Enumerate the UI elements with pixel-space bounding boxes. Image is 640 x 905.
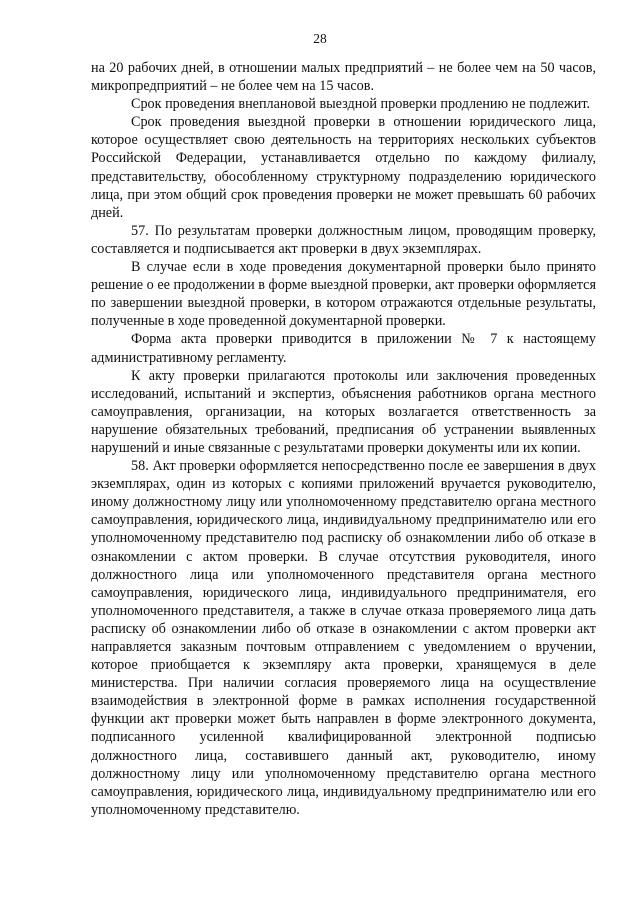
- paragraph-continuation: на 20 рабочих дней, в отношении малых предприятий – не более чем на 50 часов, микропредприятий – не более чем на 15 часов.: [91, 60, 596, 95]
- paragraph-inspection-term-branches: Срок проведения выездной проверки в отношении юридического лица, которое осуществляет свою деятельность на территориях нескольких субъектов Российской Федерации, устанавливается отдельно по каждому филиалу, представительству, обособленному структурному подразделению юридического лица, при этом общий срок проведения проверки не может превышать 60 рабочих дней.: [91, 114, 596, 221]
- paragraph-unplanned-inspection-term: Срок проведения внеплановой выездной проверки продлению не подлежит.: [131, 96, 591, 113]
- paragraph-act-attachments: К акту проверки прилагаются протоколы или заключения проведенных исследований, испытаний и экспертиз, объяснения работников органа местного самоуправления, организации, на которых возлагается ответственность за нарушение обязательных требований, предписания об устранении выявленных нарушений и иные связанные с результатами проверки документы или их копии.: [91, 367, 596, 456]
- document-body: [91, 59, 596, 819]
- paragraph-58-act-delivery: 58. Акт проверки оформляется непосредственно после ее завершения в двух экземплярах, один из которых с копиями приложений вручается руководителю, иному должностному лицу или уполномоченному представителю органа местного самоуправления, юридического лица, индивидуальному предпринимателю или его уполномоченному представителю под расписку об ознакомлении либо об отказе в ознакомлении с актом проверки. В случае отсутствия руководителя, иного должностного лица или уполномоченного представителя органа местного самоуправления, юридического лица, индивидуального предпринимателя, его уполномоченного представителя, а также в случае отказа проверяемого лица дать расписку об ознакомлении либо об отказе в ознакомлении с актом проверки акт направляется заказным почтовым отправлением с уведомлением о вручении, которое приобщается к экземпляру акта проверки, хранящемуся в деле министерства. При наличии согласия проверяемого лица на осуществление взаимодействия в электронной форме в рамках исполнения государственной функции акт проверки может быть направлен в форме электронного документа, подписанного усиленной квалифицированной электронной подписью должностного лица, составившего данный акт, руководителю, иному должностному лицу или уполномоченному представителю органа местного самоуправления, юридического лица, индивидуальному предпринимателю или его уполномоченному представителю.: [91, 458, 596, 818]
- page-number: 28: [313, 31, 327, 46]
- paragraph-act-form-appendix: Форма акта проверки приводится в приложении № 7 к настоящему административному регламенту.: [91, 331, 596, 366]
- paragraph-documentary-inspection: В случае если в ходе проведения документарной проверки было принято решение о ее продолжении в форме выездной проверки, акт проверки оформляется по завершении выездной проверки, в котором отражаются отдельные результаты, полученные в ходе проведенной документарной проверки.: [91, 259, 596, 330]
- paragraph-57-inspection-act: 57. По результатам проверки должностным лицом, проводящим проверку, составляется и подписывается акт проверки в двух экземплярах.: [91, 222, 596, 257]
